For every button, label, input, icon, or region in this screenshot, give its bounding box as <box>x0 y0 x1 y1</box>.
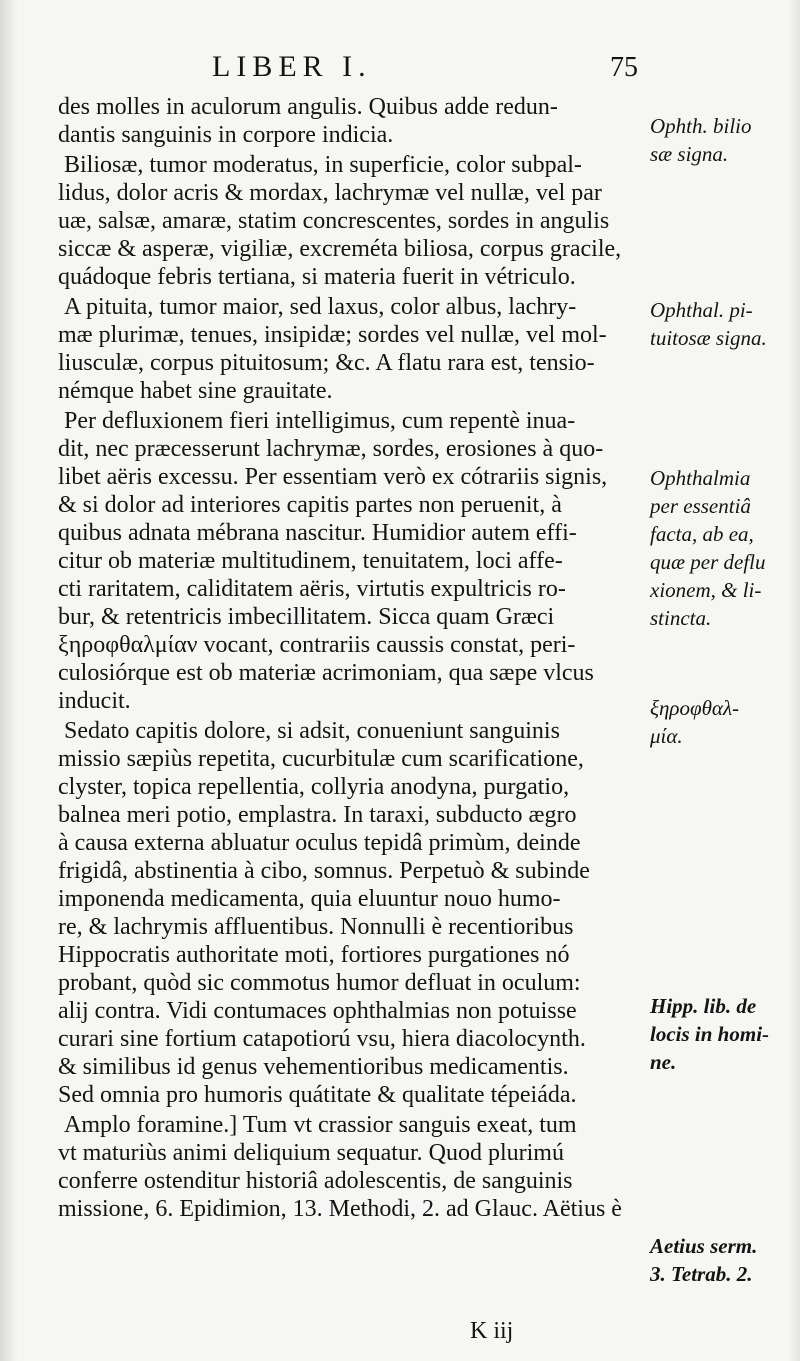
text-line: Sedato capitis dolore, si adsit, conueniunt sanguinis <box>64 718 560 744</box>
text-line: mæ plurimæ, tenues, insipidæ; sordes vel nullæ, vel mol- <box>58 322 607 348</box>
text-line: A pituita, tumor maior, sed laxus, color albus, lachry- <box>64 294 577 320</box>
text-line: Sed omnia pro humoris quátitate & qualitate tépeiáda. <box>58 1082 577 1108</box>
text-line: lidus, dolor acris & mordax, lachrymæ vel nullæ, vel par <box>58 180 602 206</box>
text-line: Per defluxionem fieri intelligimus, cum repentè inua- <box>64 408 576 434</box>
margin-note: Aetius serm. <box>650 1234 758 1258</box>
text-line: imponenda medicamenta, quia eluuntur nouo humo- <box>58 886 561 912</box>
text-line: uæ, salsæ, amaræ, statim concrescentes, sordes in angulis <box>58 208 610 234</box>
text-line: des molles in aculorum angulis. Quibus adde redun- <box>58 94 558 120</box>
text-line: ξηροφθαλμίαν vocant, contrariis caussis constat, peri- <box>58 632 576 658</box>
text-line: missio sæpiùs repetita, cucurbitulæ cum scarificatione, <box>58 746 584 772</box>
text-line: libet aëris excessu. Per essentiam verò ex cótrariis signis, <box>58 464 608 490</box>
text-line: Hippocratis authoritate moti, fortiores purgationes nó <box>58 942 570 968</box>
text-line: bur, & retentricis imbecillitatem. Sicca quam Græci <box>58 604 555 630</box>
text-line: Biliosæ, tumor moderatus, in superficie, color subpal- <box>64 152 582 178</box>
margin-note: tuitosæ signa. <box>650 326 767 350</box>
text-line: balnea meri potio, emplastra. In taraxi, subducto ægro <box>58 802 577 828</box>
text-line: inducit. <box>58 688 131 714</box>
text-line: à causa externa abluatur oculus tepidâ primùm, deinde <box>58 830 581 856</box>
text-line: siccæ & asperæ, vigiliæ, excreméta biliosa, corpus gracile, <box>58 236 622 262</box>
margin-note: stincta. <box>650 606 712 630</box>
running-title: LIBER I. <box>212 50 372 83</box>
text-line: quádoque febris tertiana, si materia fuerit in vétriculo. <box>58 264 576 290</box>
text-line: & similibus id genus vehementioribus medicamentis. <box>58 1054 569 1080</box>
text-line: probant, quòd sic commotus humor defluat in oculum: <box>58 970 581 996</box>
text-line: curari sine fortium catapotiorú vsu, hiera diacolocynth. <box>58 1026 586 1052</box>
text-line: culosiórque est ob materiæ acrimoniam, qua sæpe vlcus <box>58 660 594 686</box>
text-line: dantis sanguinis in corpore indicia. <box>58 122 394 148</box>
text-line: némque habet sine grauitate. <box>58 378 333 404</box>
text-line: alij contra. Vidi contumaces ophthalmias non potuisse <box>58 998 577 1024</box>
page-number: 75 <box>610 52 638 83</box>
margin-note: per essentiâ <box>650 494 751 518</box>
text-line: quibus adnata mébrana nascitur. Humidior autem effi- <box>58 520 577 546</box>
margin-note: xionem, & li- <box>650 578 762 602</box>
text-line: liusculæ, corpus pituitosum; &c. A flatu rara est, tensio- <box>58 350 595 376</box>
text-line: vt maturiùs animi deliquium sequatur. Quod plurimú <box>58 1140 564 1166</box>
margin-note: ξηροφθαλ- <box>650 696 740 720</box>
text-line: clyster, topica repellentia, collyria anodyna, purgatio, <box>58 774 570 800</box>
text-line: frigidâ, abstinentia à cibo, somnus. Perpetuò & subinde <box>58 858 590 884</box>
margin-note: locis in homi- <box>650 1022 770 1046</box>
text-line: cti raritatem, caliditatem aëris, virtutis expultricis ro- <box>58 576 566 602</box>
margin-note: 3. Tetrab. 2. <box>650 1262 753 1286</box>
text-line: re, & lachrymis affluentibus. Nonnulli è recentioribus <box>58 914 574 940</box>
signature-mark: K iij <box>470 1318 514 1344</box>
text-line: missione, 6. Epidimion, 13. Methodi, 2. ad Glauc. Aëtius è <box>58 1196 622 1222</box>
text-line: & si dolor ad interiores capitis partes non peruenit, à <box>58 492 562 518</box>
text-line-lemma: Amplo foramine.] Tum vt crassior sanguis exeat, tum <box>64 1112 577 1138</box>
margin-note: facta, ab ea, <box>650 522 754 546</box>
text-line: citur ob materiæ multitudinem, tenuitatem, loci affe- <box>58 548 563 574</box>
margin-note: μία. <box>650 724 683 748</box>
margin-note: Hipp. lib. de <box>650 994 757 1018</box>
margin-note: quæ per deflu <box>650 550 766 574</box>
margin-note: ne. <box>650 1050 677 1074</box>
text-line: conferre ostenditur historiâ adolescentis, de sanguinis <box>58 1168 573 1194</box>
margin-note: Ophth. bilio <box>650 114 752 138</box>
margin-note: Ophthalmia <box>650 466 751 490</box>
margin-note: sæ signa. <box>650 142 729 166</box>
margin-note: Ophthal. pi- <box>650 298 753 322</box>
text-line: dit, nec præcesserunt lachrymæ, sordes, erosiones à quo- <box>58 436 604 462</box>
